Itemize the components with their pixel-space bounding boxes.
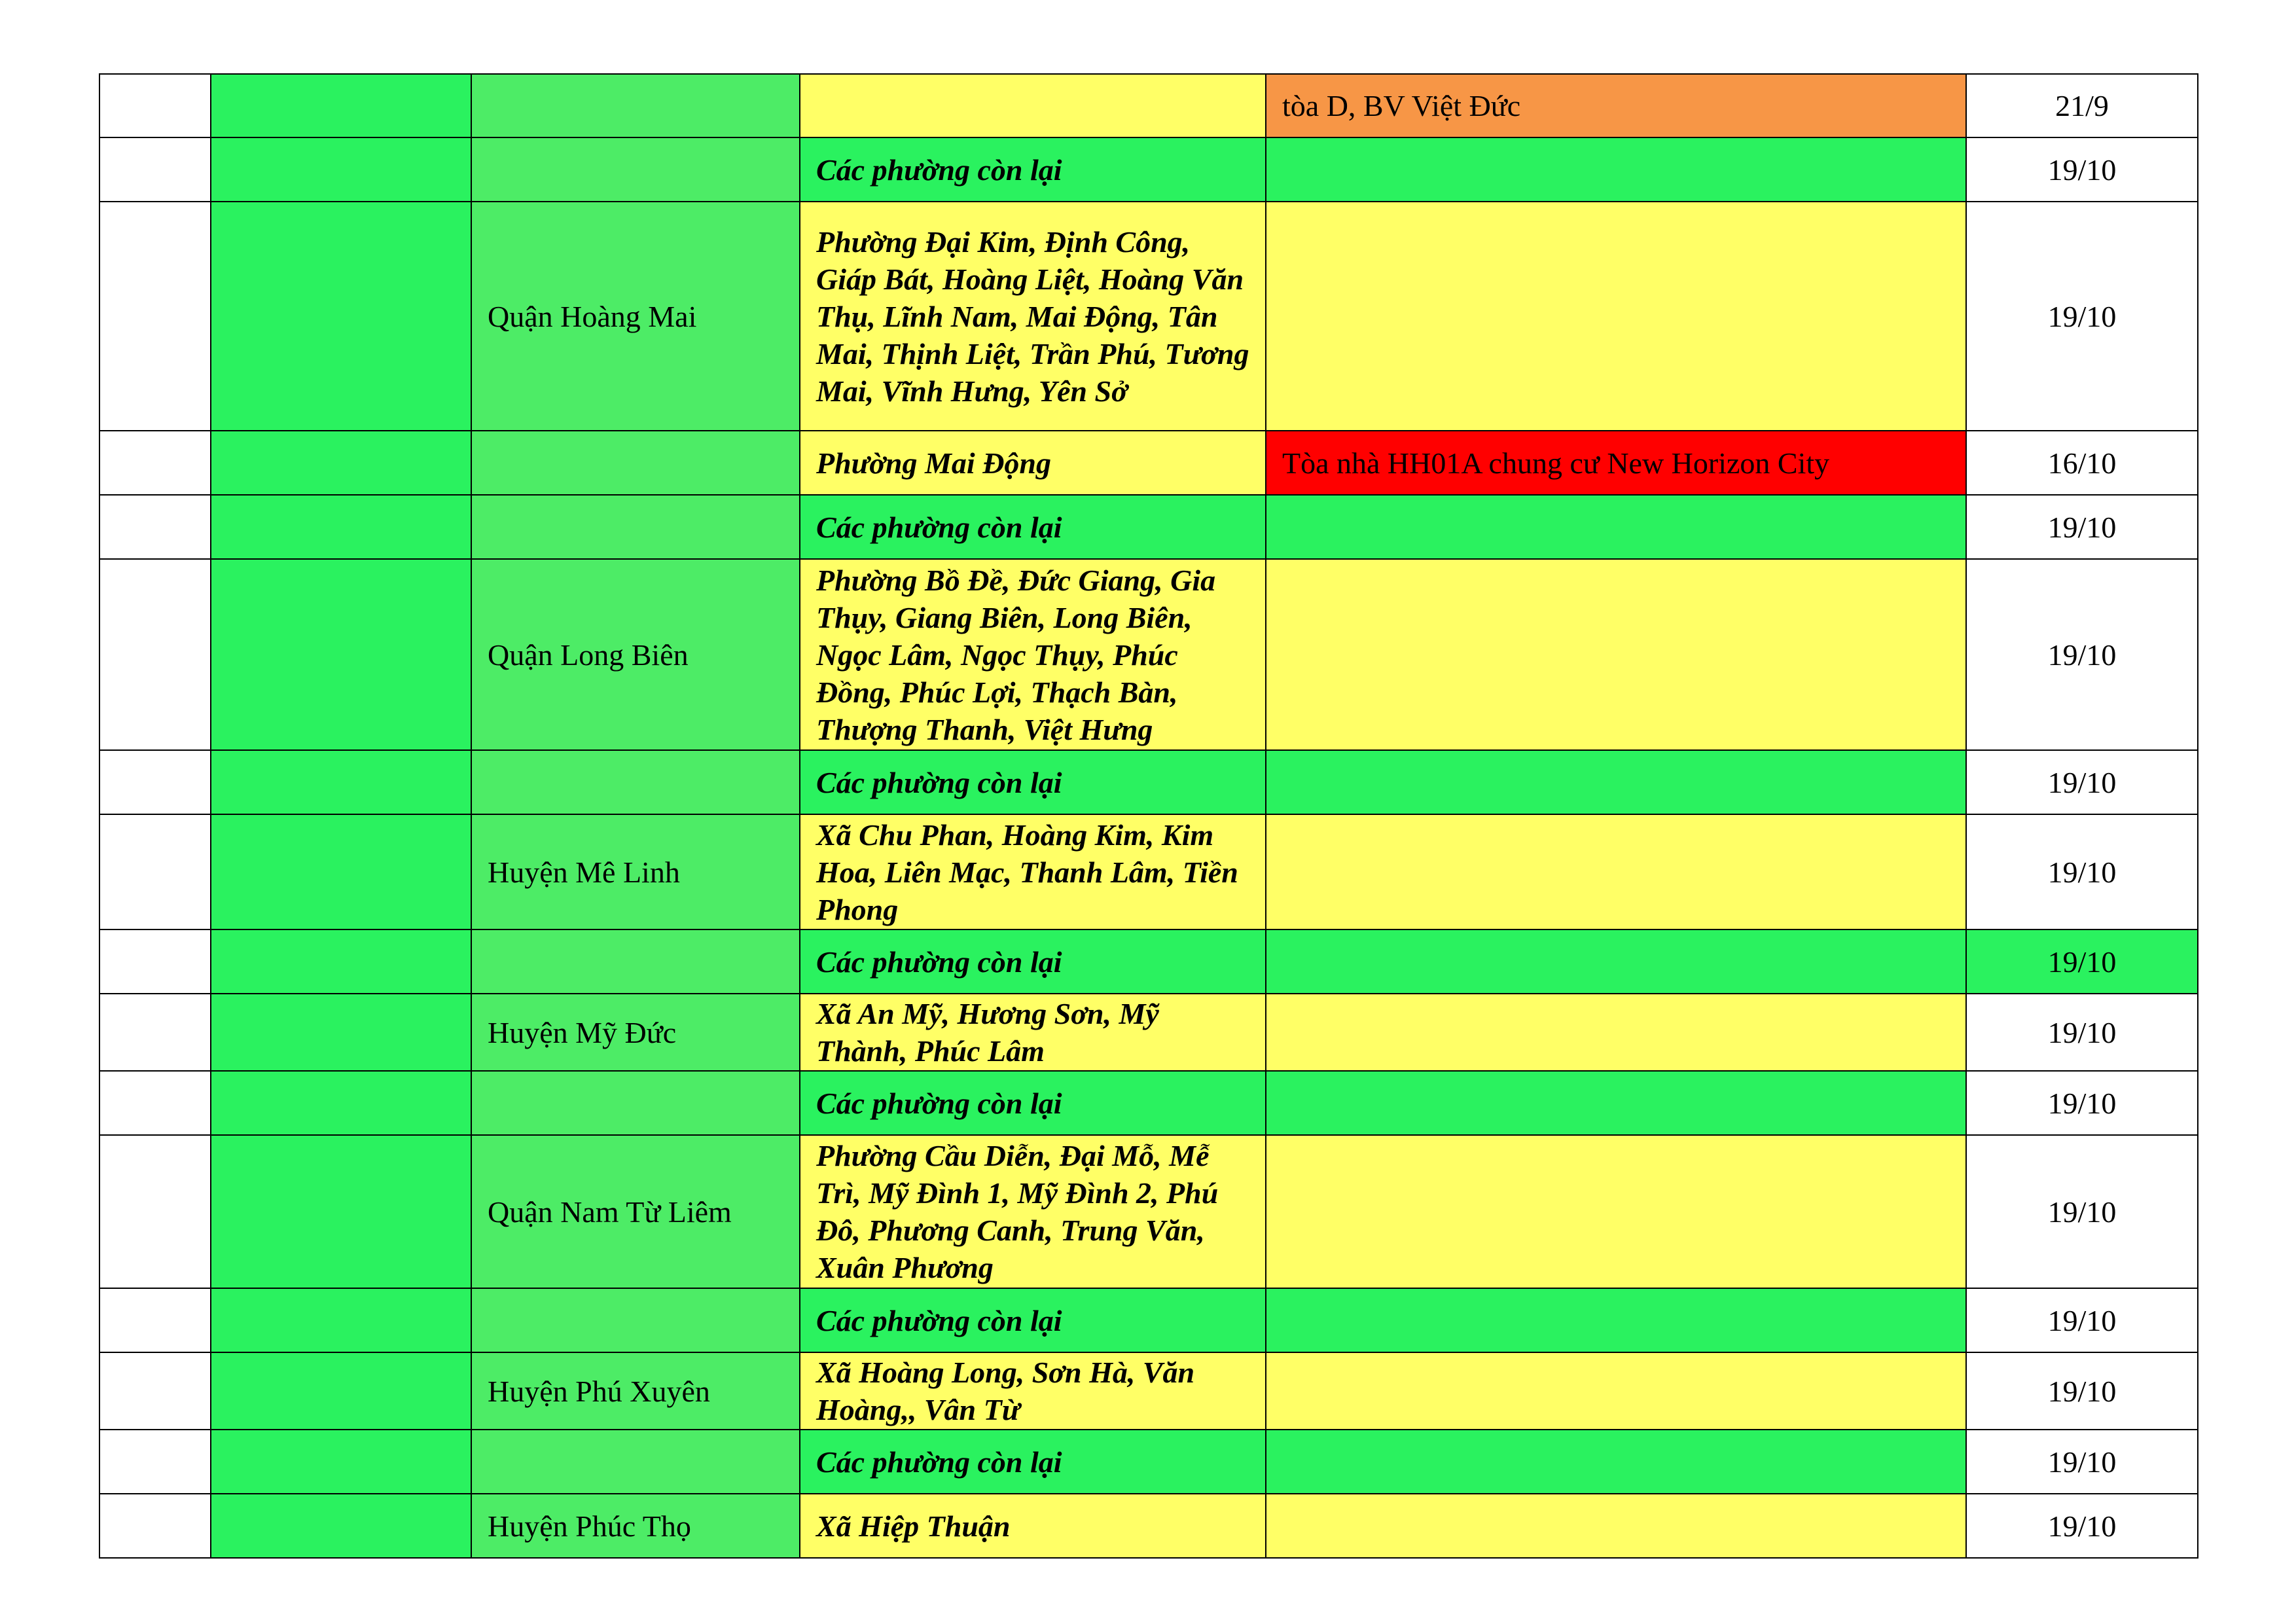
district-cell	[471, 929, 800, 994]
table-row	[99, 994, 2198, 1071]
date-cell: 19/10	[1966, 1071, 2198, 1135]
district-cell	[471, 495, 800, 559]
area-cell: Các phường còn lại	[800, 1430, 1266, 1494]
city-cell	[211, 1288, 471, 1352]
district-cell: Huyện Phú Xuyên	[471, 1352, 800, 1430]
area-cell: Các phường còn lại	[800, 137, 1266, 202]
stt-cell	[99, 1430, 211, 1494]
area-cell: Phường Cầu Diễn, Đại Mỗ, Mễ Trì, Mỹ Đình 1, Mỹ Đình 2, Phú Đô, Phương Canh, Trung Văn, Xuân Phương	[800, 1135, 1266, 1288]
district-cell	[471, 750, 800, 814]
date-cell: 19/10	[1966, 750, 2198, 814]
area-cell	[800, 74, 1266, 137]
city-cell	[211, 202, 471, 431]
district-cell	[471, 74, 800, 137]
district-cell: Huyện Mỹ Đức	[471, 994, 800, 1071]
area-cell: Các phường còn lại	[800, 1288, 1266, 1352]
date-cell: 19/10	[1966, 1494, 2198, 1558]
location-cell	[1266, 814, 1966, 929]
district-cell	[471, 1430, 800, 1494]
stt-cell	[99, 1135, 211, 1288]
table-row	[99, 1352, 2198, 1430]
stt-cell	[99, 74, 211, 137]
city-cell	[211, 1135, 471, 1288]
table-row	[99, 74, 2198, 137]
date-cell: 16/10	[1966, 431, 2198, 495]
area-cell: Phường Bồ Đề, Đức Giang, Gia Thụy, Giang Biên, Long Biên, Ngọc Lâm, Ngọc Thụy, Phúc Đồng, Phúc Lợi, Thạch Bàn, Thượng Thanh, Việt Hưng	[800, 559, 1266, 750]
date-cell: 19/10	[1966, 559, 2198, 750]
table-row	[99, 559, 2198, 750]
stt-cell	[99, 1494, 211, 1558]
area-cell: Các phường còn lại	[800, 750, 1266, 814]
stt-cell	[99, 929, 211, 994]
district-cell: Quận Hoàng Mai	[471, 202, 800, 431]
city-cell	[211, 994, 471, 1071]
area-cell: Phường Mai Động	[800, 431, 1266, 495]
district-cell	[471, 1288, 800, 1352]
stt-cell	[99, 137, 211, 202]
table-row	[99, 1288, 2198, 1352]
stt-cell	[99, 1288, 211, 1352]
location-cell	[1266, 1494, 1966, 1558]
stt-cell	[99, 814, 211, 929]
area-cell: Xã Chu Phan, Hoàng Kim, Kim Hoa, Liên Mạc, Thanh Lâm, Tiền Phong	[800, 814, 1266, 929]
district-cell: Quận Nam Từ Liêm	[471, 1135, 800, 1288]
table-row	[99, 202, 2198, 431]
city-cell	[211, 137, 471, 202]
location-cell: Tòa nhà HH01A chung cư New Horizon City	[1266, 431, 1966, 495]
city-cell	[211, 929, 471, 994]
date-cell: 19/10	[1966, 1288, 2198, 1352]
location-cell	[1266, 750, 1966, 814]
stt-cell	[99, 750, 211, 814]
location-cell	[1266, 1288, 1966, 1352]
location-cell	[1266, 559, 1966, 750]
table-body	[99, 74, 2198, 1558]
stt-cell	[99, 559, 211, 750]
city-cell	[211, 559, 471, 750]
city-cell	[211, 750, 471, 814]
date-cell: 19/10	[1966, 1430, 2198, 1494]
area-cell: Các phường còn lại	[800, 929, 1266, 994]
date-cell: 19/10	[1966, 202, 2198, 431]
zone-table	[99, 73, 2198, 1559]
city-cell	[211, 1494, 471, 1558]
stt-cell	[99, 202, 211, 431]
location-cell	[1266, 1352, 1966, 1430]
table-row	[99, 1071, 2198, 1135]
location-cell	[1266, 994, 1966, 1071]
location-cell	[1266, 1430, 1966, 1494]
city-cell	[211, 495, 471, 559]
date-cell: 19/10	[1966, 1135, 2198, 1288]
date-cell: 19/10	[1966, 1352, 2198, 1430]
district-cell: Quận Long Biên	[471, 559, 800, 750]
area-cell: Các phường còn lại	[800, 1071, 1266, 1135]
area-cell: Xã Hoàng Long, Sơn Hà, Văn Hoàng,, Vân Từ	[800, 1352, 1266, 1430]
table-row	[99, 1494, 2198, 1558]
date-cell: 19/10	[1966, 929, 2198, 994]
location-cell	[1266, 1071, 1966, 1135]
city-cell	[211, 1071, 471, 1135]
location-cell	[1266, 137, 1966, 202]
location-cell	[1266, 495, 1966, 559]
table-row	[99, 495, 2198, 559]
city-cell	[211, 814, 471, 929]
city-cell	[211, 1352, 471, 1430]
stt-cell	[99, 1352, 211, 1430]
district-cell	[471, 1071, 800, 1135]
date-cell: 21/9	[1966, 74, 2198, 137]
city-cell	[211, 1430, 471, 1494]
stt-cell	[99, 1071, 211, 1135]
location-cell: tòa D, BV Việt Đức	[1266, 74, 1966, 137]
district-cell	[471, 137, 800, 202]
table-row	[99, 1135, 2198, 1288]
area-cell: Phường Đại Kim, Định Công, Giáp Bát, Hoàng Liệt, Hoàng Văn Thụ, Lĩnh Nam, Mai Động, Tân Mai, Thịnh Liệt, Trần Phú, Tương Mai, Vĩnh Hưng, Yên Sở	[800, 202, 1266, 431]
table-row	[99, 750, 2198, 814]
date-cell: 19/10	[1966, 495, 2198, 559]
stt-cell	[99, 431, 211, 495]
location-cell	[1266, 929, 1966, 994]
district-cell: Huyện Mê Linh	[471, 814, 800, 929]
stt-cell	[99, 994, 211, 1071]
location-cell	[1266, 1135, 1966, 1288]
city-cell	[211, 74, 471, 137]
table-row	[99, 929, 2198, 994]
city-cell	[211, 431, 471, 495]
district-cell	[471, 431, 800, 495]
table-row	[99, 814, 2198, 929]
table-row	[99, 137, 2198, 202]
date-cell: 19/10	[1966, 994, 2198, 1071]
district-cell: Huyện Phúc Thọ	[471, 1494, 800, 1558]
area-cell: Xã Hiệp Thuận	[800, 1494, 1266, 1558]
date-cell: 19/10	[1966, 137, 2198, 202]
location-cell	[1266, 202, 1966, 431]
stt-cell	[99, 495, 211, 559]
table-row	[99, 431, 2198, 495]
area-cell: Xã An Mỹ, Hương Sơn, Mỹ Thành, Phúc Lâm	[800, 994, 1266, 1071]
table-row	[99, 1430, 2198, 1494]
date-cell: 19/10	[1966, 814, 2198, 929]
area-cell: Các phường còn lại	[800, 495, 1266, 559]
